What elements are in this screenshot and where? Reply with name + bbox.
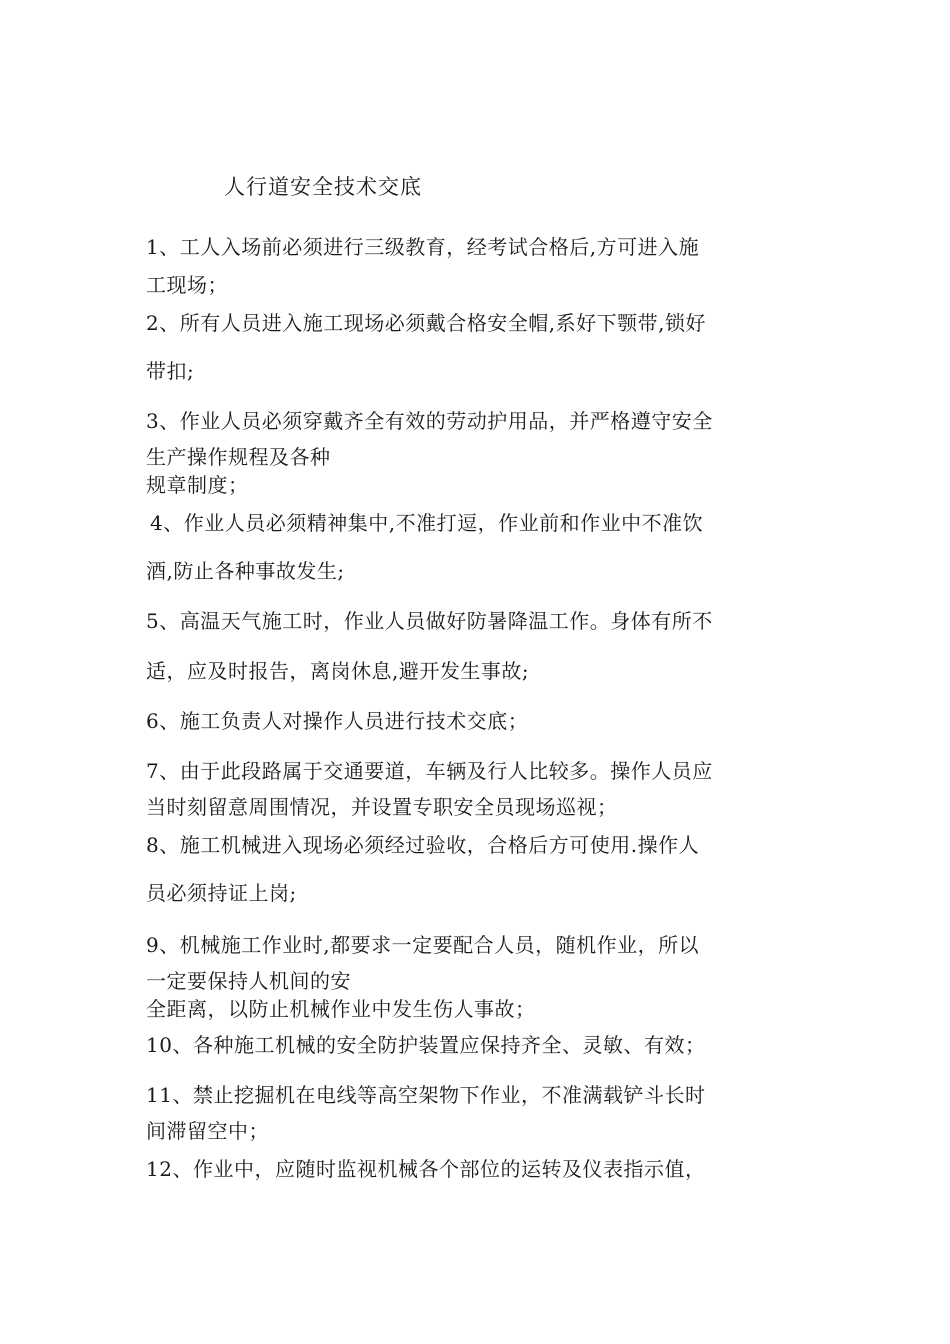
text-line: 12、作业中，应随时监视机械各个部位的运转及仪表指示值， (146, 1157, 706, 1181)
text-line: 4、作业人员必须精神集中,不准打逗，作业前和作业中不准饮 (150, 511, 704, 535)
text-line: 生产操作规程及各种 (146, 445, 331, 469)
text-line: 5、高温天气施工时，作业人员做好防暑降温工作。身体有所不 (146, 609, 713, 633)
text-line: 3、作业人员必须穿戴齐全有效的劳动护用品，并严格遵守安全 (146, 409, 713, 433)
text-line: 10、各种施工机械的安全防护装置应保持齐全、灵敏、有效； (146, 1033, 706, 1057)
text-line: 2、所有人员进入施工现场必须戴合格安全帽,系好下颚带,锁好 (146, 311, 706, 335)
text-line: 11、禁止挖掘机在电线等高空架物下作业，不准满载铲斗长时 (146, 1083, 706, 1107)
text-line: 规章制度； (146, 473, 249, 497)
text-line: 带扣; (146, 359, 195, 383)
text-line: 7、由于此段路属于交通要道，车辆及行人比较多。操作人员应 (146, 759, 713, 783)
text-line: 6、施工负责人对操作人员进行技术交底； (146, 709, 529, 733)
text-line: 适，应及时报告，离岗休息,避开发生事故; (146, 659, 530, 683)
text-line: 全距离，以防止机械作业中发生伤人事故； (146, 997, 536, 1021)
text-line: 间滞留空中； (146, 1119, 269, 1143)
text-line: 员必须持证上岗; (146, 881, 297, 905)
text-line: 一定要保持人机间的安 (146, 969, 351, 993)
text-line: 工现场； (146, 273, 228, 297)
text-line: 酒,防止各种事故发生; (146, 559, 345, 583)
document-title: 人行道安全技术交底 (224, 175, 422, 199)
text-line: 1、工人入场前必须进行三级教育，经考试合格后,方可进入施 (146, 235, 700, 259)
text-line: 9、机械施工作业时,都要求一定要配合人员，随机作业，所以 (146, 933, 700, 957)
text-line: 当时刻留意周围情况，并设置专职安全员现场巡视； (146, 795, 618, 819)
text-line: 8、施工机械进入现场必须经过验收，合格后方可使用.操作人 (146, 833, 700, 857)
